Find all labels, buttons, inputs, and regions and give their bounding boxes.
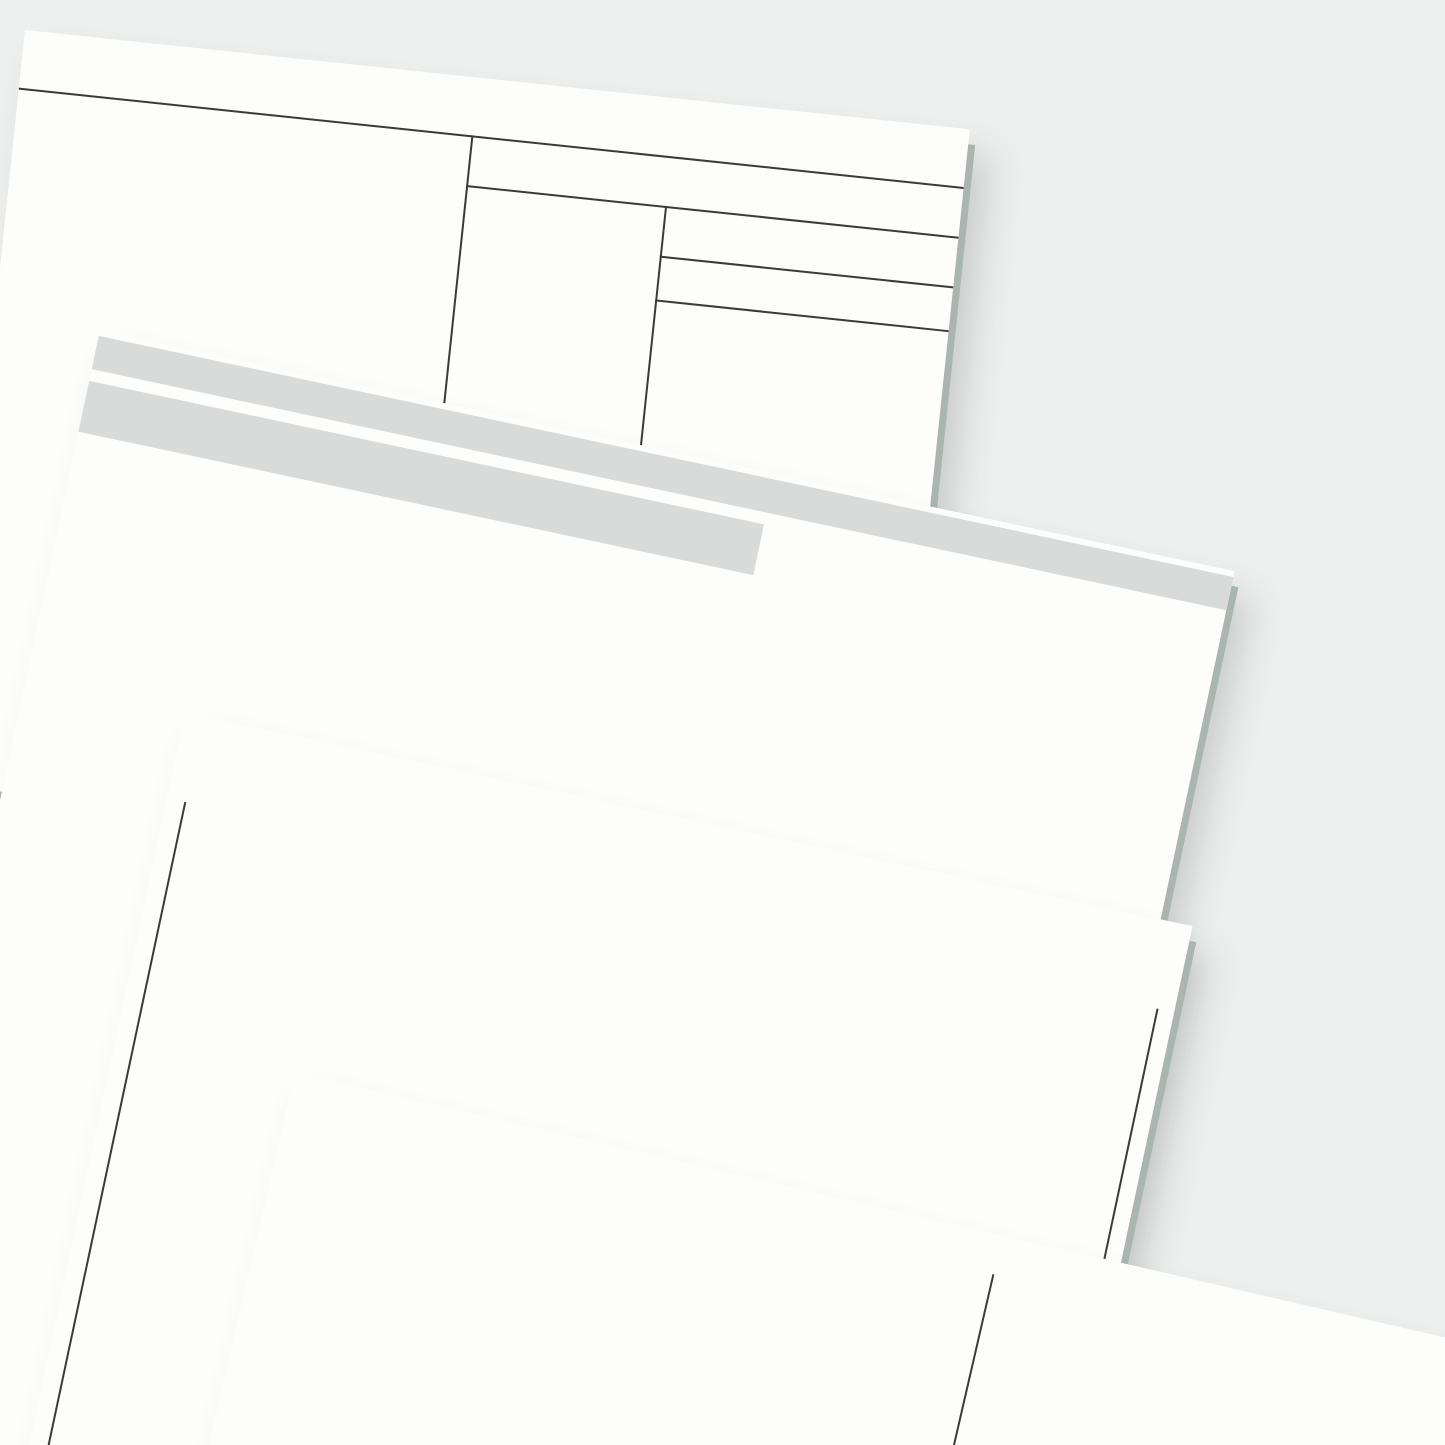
- holidays-page-title: [621, 99, 969, 136]
- phone-right-column: [996, 1326, 1445, 1441]
- eucalyptus-plant: [975, 0, 1445, 470]
- year-2024-header: [664, 260, 947, 290]
